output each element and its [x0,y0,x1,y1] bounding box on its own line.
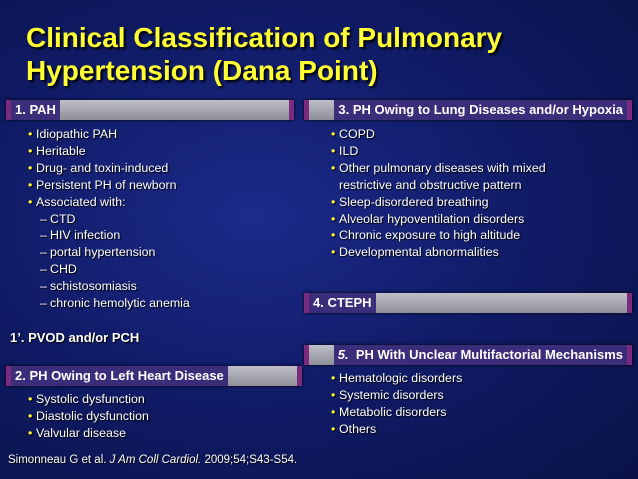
dash-icon: – [40,296,47,311]
list-item: • Diastolic dysfunction [28,408,149,423]
list-item: • Valvular disease [28,425,126,440]
list-item: • Associated with: [28,194,126,209]
list-item: • Alveolar hypoventilation disorders [331,211,525,226]
list-item: • Chronic exposure to high altitude [331,228,521,243]
list-item: • Other pulmonary diseases with mixed [331,160,546,175]
sub-list-item: – chronic hemolytic anemia [40,296,190,311]
bullet-icon: • [331,194,336,209]
citation: Simonneau G et al. J Am Coll Cardiol. 2009;54;S43-S54. [8,454,298,466]
bullet-icon: • [331,245,336,260]
list-item: • Drug- and toxin-induced [28,160,169,175]
section-header-label: 5. PH With Unclear Multifactorial Mechanisms [334,345,627,365]
pah-list [28,126,190,312]
list-item: • Idiopathic PAH [28,127,118,141]
title-line-2: Hypertension (Dana Point) [26,55,378,86]
left-heart-list [28,391,149,442]
bullet-icon: • [28,127,33,141]
dash-icon: – [40,279,47,294]
bullet-icon: • [28,160,33,175]
section-header-label: 2. PH Owing to Left Heart Disease [11,366,228,386]
section-header-unclear [304,345,632,365]
list-item: • COPD [331,127,375,141]
list-item: • Others [331,421,377,436]
list-item: • Hematologic disorders [331,371,463,385]
dash-icon: – [40,228,47,243]
list-item: • Sleep-disordered breathing [331,194,489,209]
slide-title [26,21,616,87]
dash-icon: – [40,245,47,260]
list-item: • Heritable [28,143,86,158]
section-header-label: 3. PH Owing to Lung Diseases and/or Hypoxia [334,100,627,120]
bullet-icon: • [28,392,33,406]
section-header-pvod: 1’. PVOD and/or PCH [10,330,140,345]
list-item: • Metabolic disorders [331,404,447,419]
sub-list-item: – HIV infection [40,228,121,243]
bullet-icon: • [331,387,336,402]
dash-icon: – [40,211,47,226]
bullet-icon: • [28,425,33,440]
sub-list-item: – portal hypertension [40,245,156,260]
bullet-icon: • [28,408,33,423]
bullet-icon: • [331,127,336,141]
title-line-1: Clinical Classification of Pulmonary [26,22,503,53]
bullet-icon: • [331,421,336,436]
unclear-list [331,370,462,438]
bullet-icon: • [331,143,336,158]
dash-icon: – [40,262,47,277]
list-item: • Systemic disorders [331,387,444,402]
sub-list-item: – CTD [40,211,76,226]
bullet-icon: • [28,143,33,158]
sub-list-item: – schistosomiasis [40,279,137,294]
lung-list [331,126,546,261]
bullet-icon: • [331,160,336,175]
section-header-pah [6,100,294,120]
bullet-icon: • [28,194,33,209]
bullet-icon: • [28,177,33,192]
section-header-left-heart [6,366,302,386]
bullet-icon: • [331,211,336,226]
section-header-lung [304,100,632,120]
list-item: • Systolic dysfunction [28,392,145,406]
bullet-icon: • [331,404,336,419]
list-item-continuation: restrictive and obstructive pattern [339,177,522,192]
list-item: • Persistent PH of newborn [28,177,177,192]
section-header-label: 4. CTEPH [309,293,376,313]
list-item: • ILD [331,143,359,158]
section-header-label: 1. PAH [11,100,60,120]
list-item: • Developmental abnormalities [331,245,499,260]
bullet-icon: • [331,228,336,243]
bullet-icon: • [331,371,336,385]
sub-list-item: – CHD [40,262,77,277]
section-header-cteph [304,293,632,313]
